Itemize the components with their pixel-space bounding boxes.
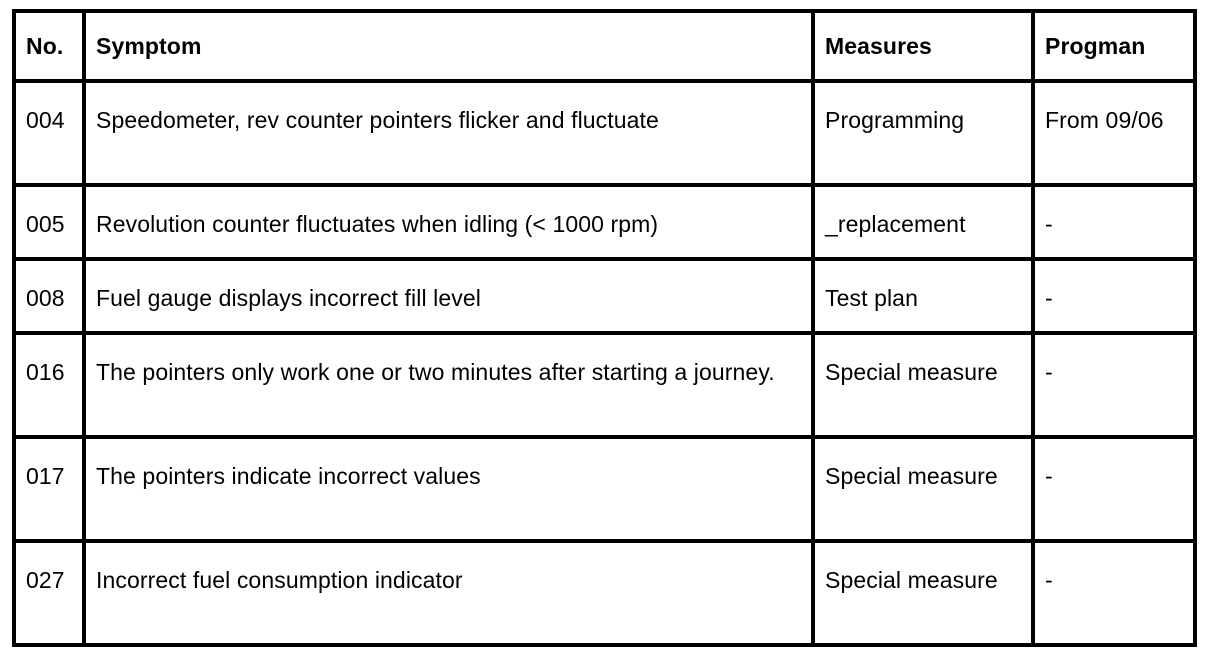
cell-symptom: Incorrect fuel consumption indicator (84, 541, 813, 645)
table-row (14, 333, 1195, 437)
cell-measures: Special measure (813, 437, 1033, 541)
cell-no: 016 (14, 333, 84, 437)
cell-no: 008 (14, 259, 84, 333)
symptom-table (12, 9, 1197, 647)
table-row (14, 185, 1195, 259)
cell-symptom: Speedometer, rev counter pointers flicker and fluctuate (84, 81, 813, 185)
cell-symptom: The pointers only work one or two minutes after starting a journey. (84, 333, 813, 437)
table-header-row (14, 11, 1195, 81)
table-row (14, 259, 1195, 333)
cell-measures: Special measure (813, 333, 1033, 437)
cell-symptom: The pointers indicate incorrect values (84, 437, 813, 541)
cell-progman: - (1033, 259, 1195, 333)
table-row (14, 437, 1195, 541)
header-measures: Measures (813, 11, 1033, 81)
header-no: No. (14, 11, 84, 81)
cell-no: 027 (14, 541, 84, 645)
cell-measures: Programming (813, 81, 1033, 185)
symptom-table-container (12, 9, 1197, 647)
cell-progman: - (1033, 333, 1195, 437)
cell-progman: From 09/06 (1033, 81, 1195, 185)
cell-progman: - (1033, 541, 1195, 645)
cell-progman: - (1033, 437, 1195, 541)
cell-no: 004 (14, 81, 84, 185)
cell-measures: Test plan (813, 259, 1033, 333)
cell-no: 005 (14, 185, 84, 259)
cell-no: 017 (14, 437, 84, 541)
cell-measures: Special measure (813, 541, 1033, 645)
header-symptom: Symptom (84, 11, 813, 81)
cell-symptom: Revolution counter fluctuates when idling (< 1000 rpm) (84, 185, 813, 259)
cell-progman: - (1033, 185, 1195, 259)
cell-symptom: Fuel gauge displays incorrect fill level (84, 259, 813, 333)
header-progman: Progman (1033, 11, 1195, 81)
table-row (14, 541, 1195, 645)
table-row (14, 81, 1195, 185)
cell-measures: _replacement (813, 185, 1033, 259)
